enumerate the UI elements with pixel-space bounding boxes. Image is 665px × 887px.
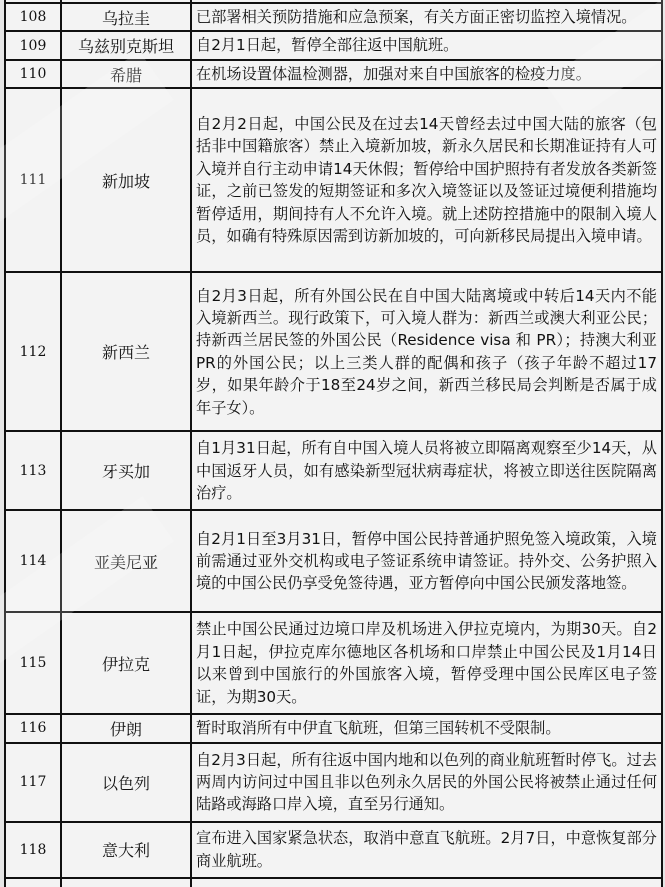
table-row <box>5 612 662 714</box>
row-number: 112 <box>5 272 61 431</box>
row-number: 115 <box>5 612 61 714</box>
row-country: 新加坡 <box>61 88 191 272</box>
table-row <box>5 743 662 822</box>
row-measures <box>191 878 662 887</box>
table-row <box>5 878 662 887</box>
row-number: 113 <box>5 431 61 510</box>
row-measures: 已部署相关预防措施和应急预案，有关方面正密切监控入境情况。 <box>191 3 662 31</box>
table-row <box>5 510 662 612</box>
row-number: 108 <box>5 3 61 31</box>
table-row <box>5 60 662 88</box>
row-country <box>61 878 191 887</box>
row-number: 116 <box>5 714 61 742</box>
row-country: 新西兰 <box>61 272 191 431</box>
row-measures: 自2月3日起，所有外国公民在自中国大陆离境或中转后14天内不能入境新西兰。现行政策下，可入境人群为：新西兰或澳大利亚公民；持新西兰居民签的外国公民（Residence visa 和 PR）；持澳大利亚PR的外国公民；以上三类人群的配偶和孩子（孩子年龄不超过17岁，如果年龄介于18至24岁之间，新西兰移民局会判断是否属于成年子女）。 <box>191 272 662 431</box>
row-country: 伊朗 <box>61 714 191 742</box>
row-country: 伊拉克 <box>61 612 191 714</box>
row-number: 117 <box>5 743 61 822</box>
table-row <box>5 88 662 272</box>
table-row <box>5 3 662 31</box>
row-country: 意大利 <box>61 822 191 878</box>
row-measures: 自2月3日起，所有往返中国内地和以色列的商业航班暂时停飞。过去两周内访问过中国且非以色列永久居民的外国公民将被禁止通过任何陆路或海路口岸入境，直至另行通知。 <box>191 743 662 822</box>
row-number: 111 <box>5 88 61 272</box>
row-country: 乌兹别克斯坦 <box>61 31 191 59</box>
row-measures: 在机场设置体温检测器，加强对来自中国旅客的检疫力度。 <box>191 60 662 88</box>
row-country: 以色列 <box>61 743 191 822</box>
row-country: 希腊 <box>61 60 191 88</box>
row-measures: 自2月2日起，中国公民及在过去14天曾经去过中国大陆的旅客（包括非中国籍旅客）禁止入境新加坡，新永久居民和长期准证持有人可入境并自行主动申请14天休假；暂停给中国护照持有者发放各类新签证，之前已签发的短期签证和多次入境签证以及签证过境便利措施均暂停适用，期间持有人不允许入境。就上述防控措施中的限制入境人员，如确有特殊原因需到访新加坡的，可向新移民局提出入境申请。 <box>191 88 662 272</box>
row-measures: 自2月1日至3月31日，暂停中国公民持普通护照免签入境政策，入境前需通过亚外交机构或电子签证系统申请签证。持外交、公务护照入境的中国公民仍享受免签待遇，亚方暂停向中国公民颁发落地签。 <box>191 510 662 612</box>
row-measures: 禁止中国公民通过边境口岸及机场进入伊拉克境内，为期30天。自2月1日起，伊拉克库尔德地区各机场和口岸禁止中国公民及1月14日以来曾到中国旅行的外国旅客入境，暂停受理中国公民库区电子签证，为期30天。 <box>191 612 662 714</box>
row-number: 109 <box>5 31 61 59</box>
table-row <box>5 272 662 431</box>
table-row <box>5 822 662 878</box>
policy-table-body <box>5 0 662 887</box>
row-measures: 暂时取消所有中伊直飞航班，但第三国转机不受限制。 <box>191 714 662 742</box>
table-row <box>5 714 662 742</box>
row-measures: 自2月1日起，暂停全部往返中国航班。 <box>191 31 662 59</box>
row-country: 牙买加 <box>61 431 191 510</box>
table-row <box>5 431 662 510</box>
table-row <box>5 31 662 59</box>
row-number <box>5 878 61 887</box>
row-number: 118 <box>5 822 61 878</box>
row-number: 114 <box>5 510 61 612</box>
row-country: 乌拉圭 <box>61 3 191 31</box>
row-measures: 自1月31日起，所有自中国入境人员将被立即隔离观察至少14天，从中国返牙人员，如有感染新型冠状病毒症状，将被立即送往医院隔离治疗。 <box>191 431 662 510</box>
policy-table <box>4 0 663 887</box>
row-country: 亚美尼亚 <box>61 510 191 612</box>
row-measures: 宣布进入国家紧急状态，取消中意直飞航班。2月7日，中意恢复部分商业航班。 <box>191 822 662 878</box>
row-number: 110 <box>5 60 61 88</box>
